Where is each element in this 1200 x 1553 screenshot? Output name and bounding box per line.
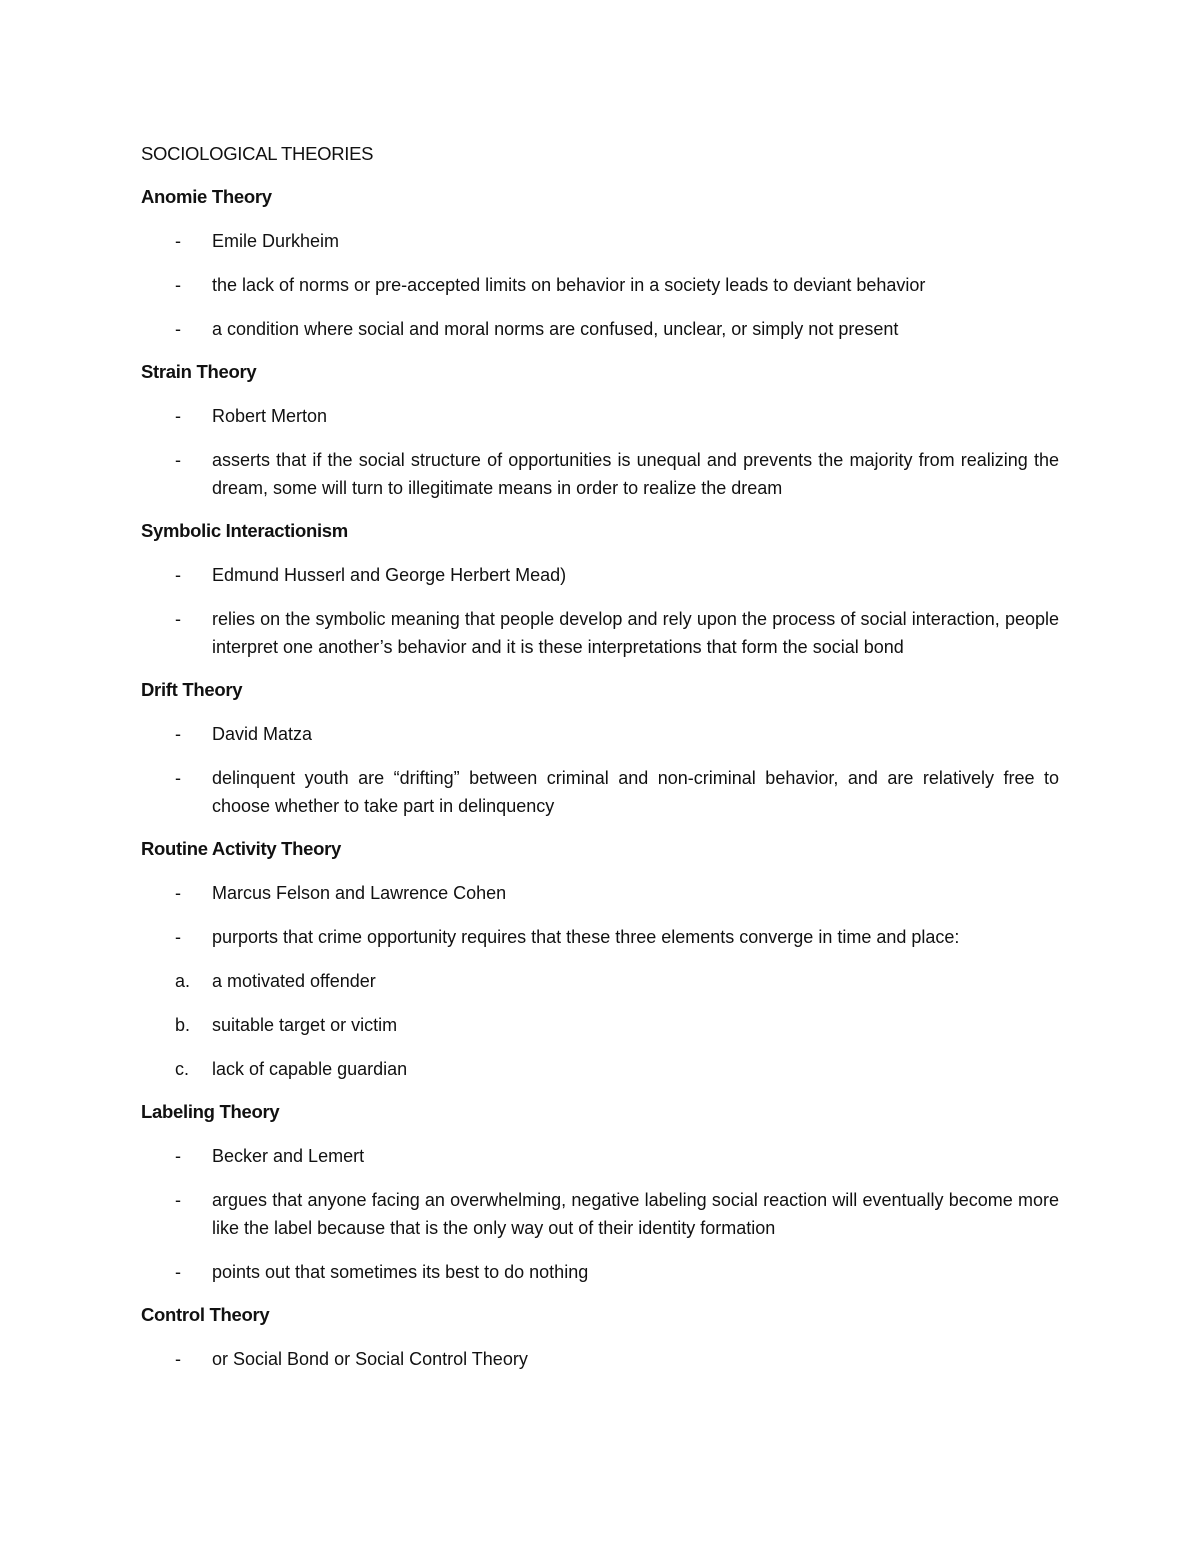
item-text: Robert Merton xyxy=(212,406,328,426)
list-item xyxy=(141,271,1059,299)
bullet-dash: - xyxy=(175,609,181,629)
bullet-dash: - xyxy=(175,275,181,295)
item-text: asserts that if the social structure of opportunities is unequal and prevents the majority from realizing the dream, some will turn to illegitimate means in order to realize the dream xyxy=(212,450,1059,498)
item-text: points out that sometimes its best to do nothing xyxy=(212,1262,589,1282)
bullet-dash: - xyxy=(175,450,181,470)
bullet-dash: - xyxy=(175,883,181,903)
item-text: Emile Durkheim xyxy=(212,231,340,251)
item-text: argues that anyone facing an overwhelming, negative labeling social reaction will eventually become more like the label because that is the only way out of their identity formation xyxy=(212,1190,1059,1238)
list-item xyxy=(141,764,1059,820)
item-text: or Social Bond or Social Control Theory xyxy=(212,1349,528,1369)
bullet-dash: - xyxy=(175,1190,181,1210)
item-text: Edmund Husserl and George Herbert Mead) xyxy=(212,565,567,585)
item-text: lack of capable guardian xyxy=(212,1059,408,1079)
list-item xyxy=(141,720,1059,748)
list-marker-c: c. xyxy=(175,1059,190,1079)
document-page xyxy=(141,141,1059,1389)
item-text: relies on the symbolic meaning that people develop and rely upon the process of social interaction, people interpret one another’s behavior and it is these interpretations that form the social bond xyxy=(212,609,1059,657)
list-item xyxy=(141,402,1059,430)
bullet-dash: - xyxy=(175,768,181,788)
item-text: delinquent youth are “drifting” between criminal and non-criminal behavior, and are relatively free to choose whether to take part in delinquency xyxy=(212,768,1059,816)
list-item xyxy=(141,605,1059,661)
list-item xyxy=(141,1186,1059,1242)
bullet-dash: - xyxy=(175,319,181,339)
list-item xyxy=(141,315,1059,343)
list-item xyxy=(141,1142,1059,1170)
item-text: purports that crime opportunity requires that these three elements converge in time and place: xyxy=(212,927,960,947)
document-title: SOCIOLOGICAL THEORIES xyxy=(141,143,374,164)
list-item xyxy=(141,967,1059,995)
item-text: the lack of norms or pre-accepted limits on behavior in a society leads to deviant behavior xyxy=(212,275,926,295)
list-item xyxy=(141,1345,1059,1373)
item-text: suitable target or victim xyxy=(212,1015,398,1035)
bullet-dash: - xyxy=(175,1146,181,1166)
section-heading-labeling-theory: Labeling Theory xyxy=(141,1101,280,1122)
bullet-dash: - xyxy=(175,231,181,251)
list-item xyxy=(141,1011,1059,1039)
bullet-dash: - xyxy=(175,1349,181,1369)
bullet-dash: - xyxy=(175,406,181,426)
section-heading-symbolic-interactionism: Symbolic Interactionism xyxy=(141,520,348,541)
bullet-dash: - xyxy=(175,724,181,744)
section-heading-strain-theory: Strain Theory xyxy=(141,361,257,382)
list-item xyxy=(141,879,1059,907)
section-heading-control-theory: Control Theory xyxy=(141,1304,270,1325)
list-marker-a: a. xyxy=(175,971,191,991)
list-marker-b: b. xyxy=(175,1015,191,1035)
list-item xyxy=(141,1055,1059,1083)
bullet-dash: - xyxy=(175,1262,181,1282)
list-item xyxy=(141,923,1059,951)
list-item xyxy=(141,1258,1059,1286)
bullet-dash: - xyxy=(175,927,181,947)
section-heading-routine-activity-theory: Routine Activity Theory xyxy=(141,838,342,859)
list-item xyxy=(141,227,1059,255)
item-text: Becker and Lemert xyxy=(212,1146,365,1166)
item-text: a condition where social and moral norms are confused, unclear, or simply not present xyxy=(212,319,899,339)
list-item xyxy=(141,561,1059,589)
item-text: Marcus Felson and Lawrence Cohen xyxy=(212,883,507,903)
section-heading-drift-theory: Drift Theory xyxy=(141,679,243,700)
item-text: a motivated offender xyxy=(212,971,376,991)
list-item xyxy=(141,446,1059,502)
section-heading-anomie-theory: Anomie Theory xyxy=(141,186,272,207)
item-text: David Matza xyxy=(212,724,313,744)
bullet-dash: - xyxy=(175,565,181,585)
